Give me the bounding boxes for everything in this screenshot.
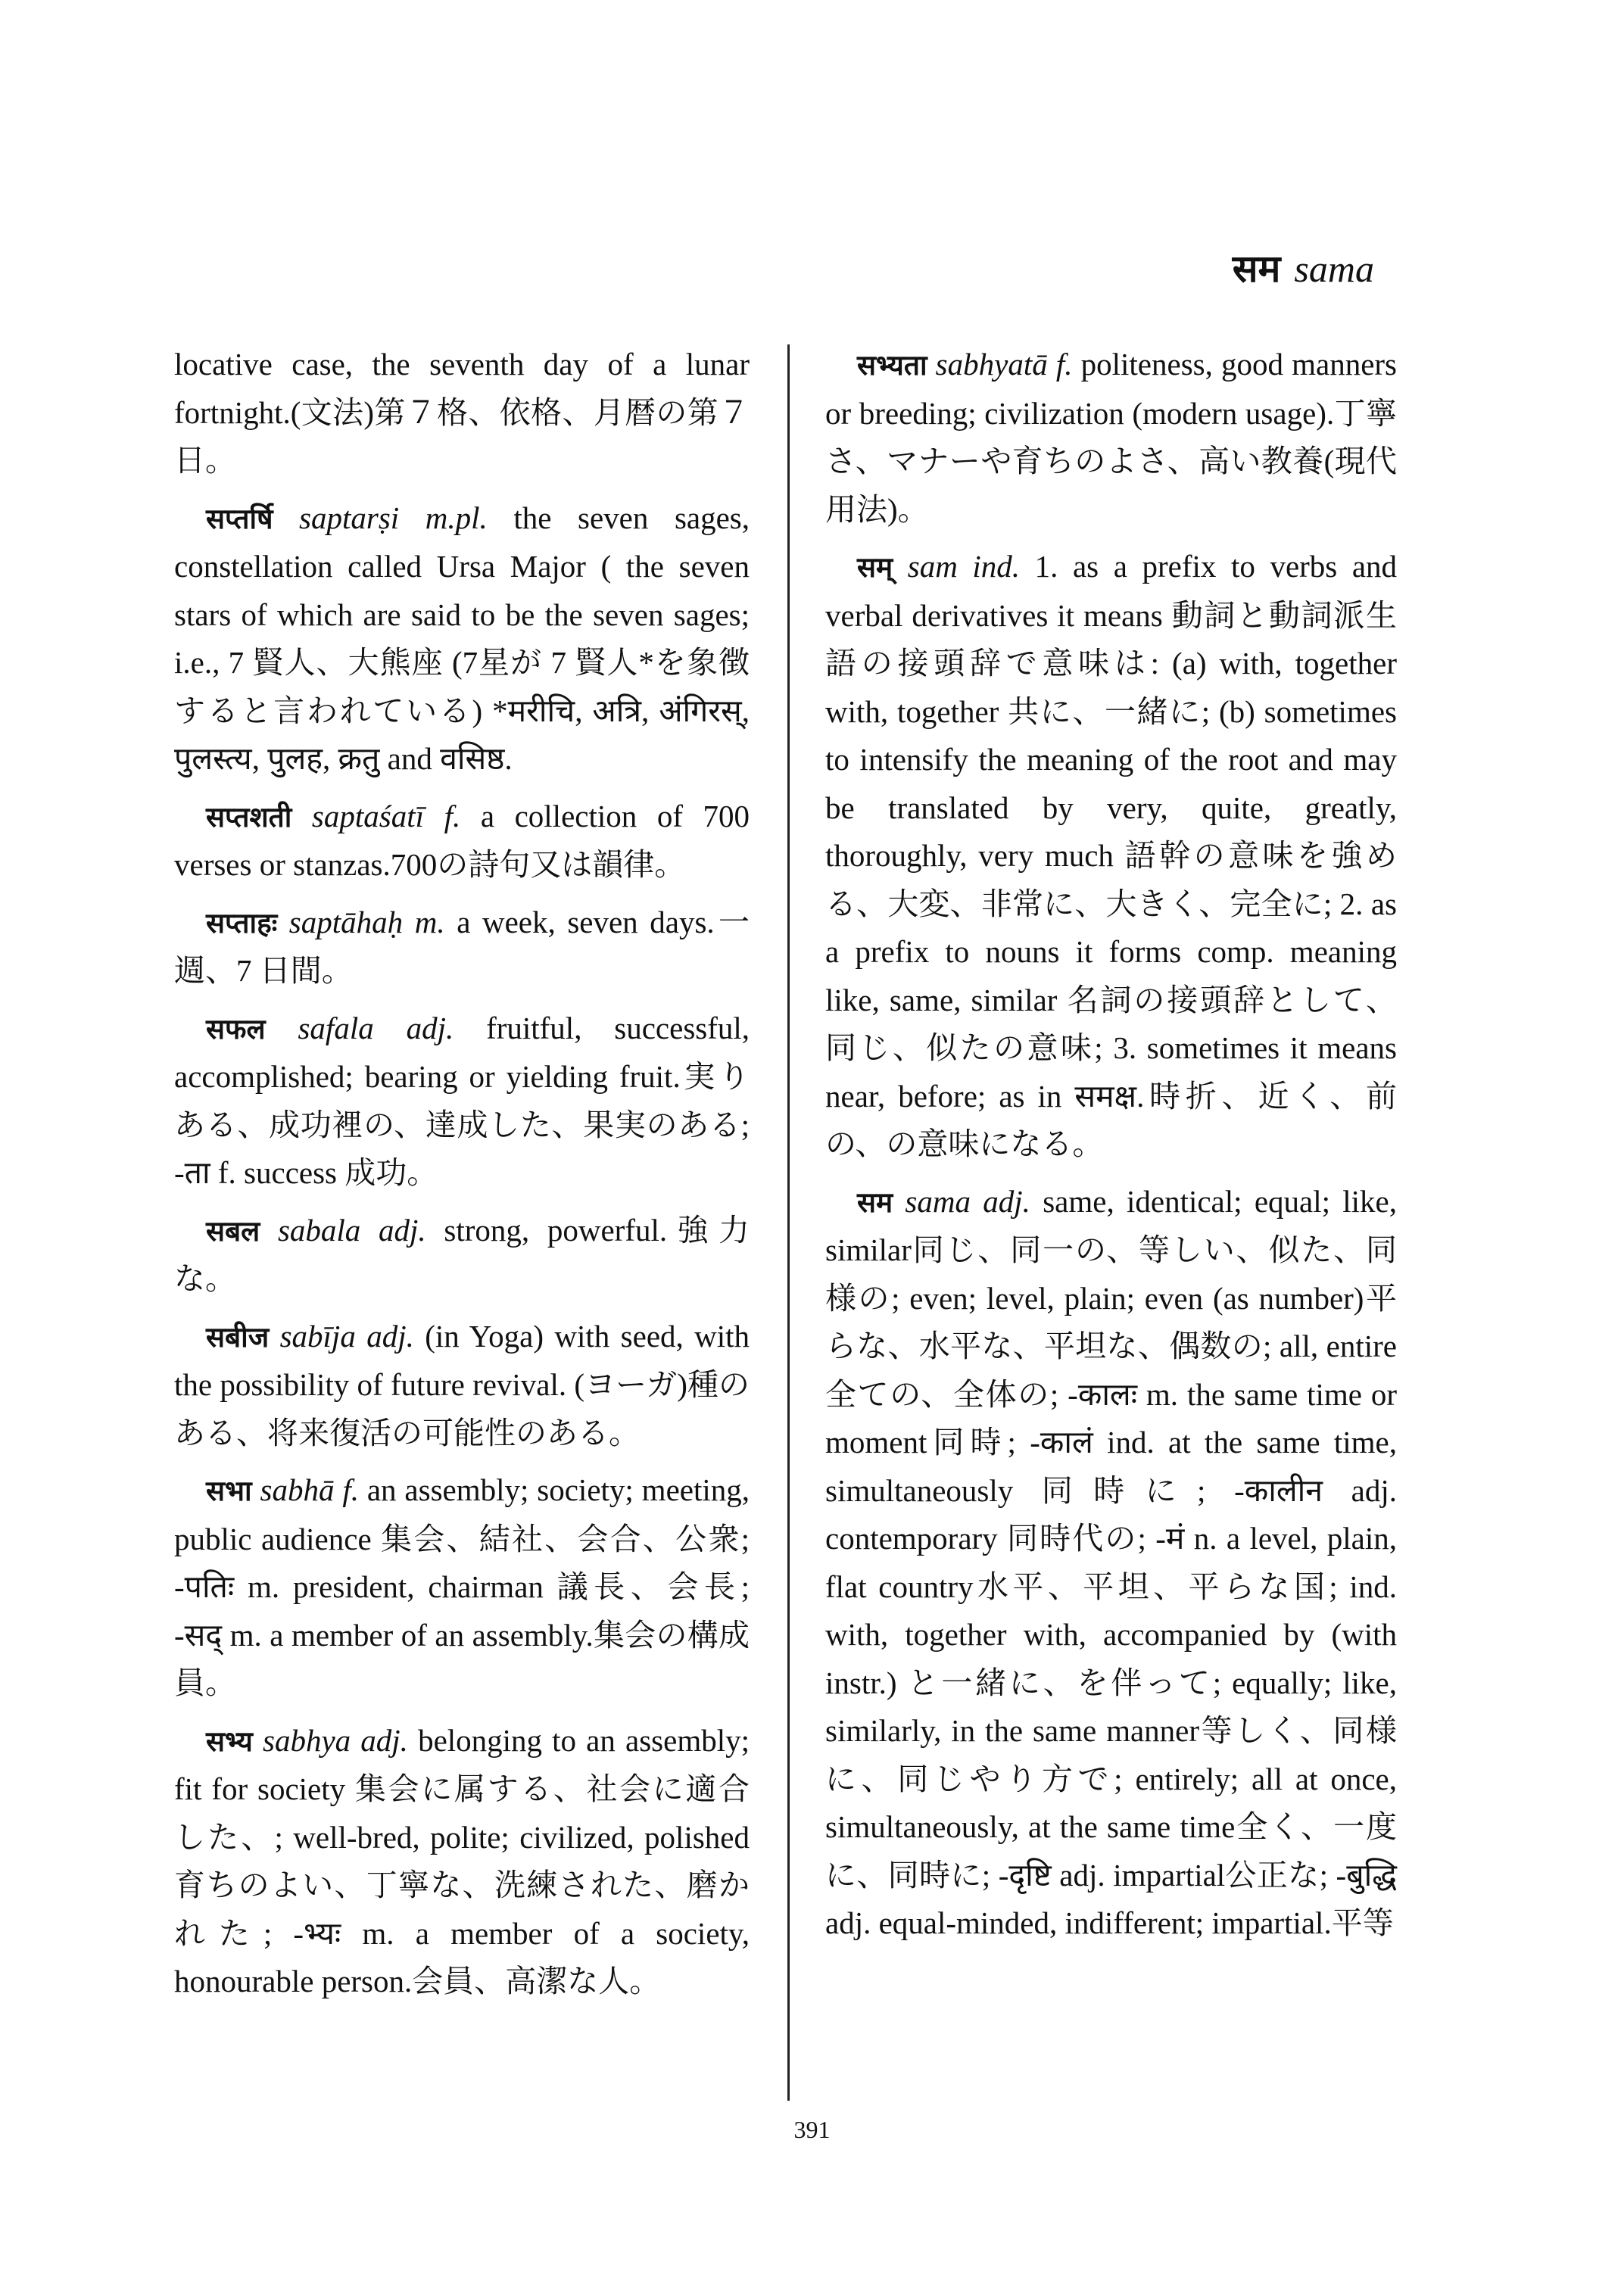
entry-grammar: adj.	[406, 1010, 454, 1045]
entry-definition: an assembly; society; meeting, public audience 集会、結社、会合、公衆; -पतिः m. president, chairman 議長、会長; -सद् m. a member of an assembly.集会の構成員。	[174, 1472, 750, 1700]
entry-definition: belonging to an assembly; fit for society 集会に属する、社会に適合した、; well-bred, polite; civilized, polished 育ちのよい、丁寧な、洗練された、磨かれた; -भ्यः m. a member of a society, honourable person.会員、高潔な人。	[174, 1722, 750, 1999]
entry-definition: same, identical; equal; like, similar同じ、同一の、等しい、似た、同様の; even; level, plain; even (as number)平らな、水平な、平坦な、偶数の; all, entire全ての、全体の; -कालः m. the same time or moment同時; -कालं ind. at the same time, simultaneously 同時に; -कालीन adj. contemporary 同時代の; -मं n. a level, plain, flat country水平、平坦、平らな国; ind. with, together with, accompanied by (with instr.) と一緒に、を伴って; equally; like, similarly, in the same manner等しく、同様に、同じやり方で; entirely; all at once, simultaneously, at the same time全く、一度に、同時に; -दृष्टि adj. impartial公正な; -बुद्धि adj. equal-minded, indifferent; impartial.平等	[825, 1183, 1398, 1940]
entry-headword: सप्तर्षि	[206, 502, 273, 535]
entry-definition: a collection of 700 verses or stanzas.700の詩句又は韻律。	[174, 798, 750, 882]
entry-grammar: f.	[444, 798, 461, 833]
dictionary-entry	[174, 1313, 750, 1458]
entry-transliteration: saptarṣi	[299, 500, 400, 535]
entry-headword: सभ्य	[206, 1724, 253, 1758]
entry-grammar: f.	[342, 1472, 359, 1507]
entry-headword: सफल	[206, 1012, 266, 1045]
entry-definition: politeness, good manners or breeding; civilization (modern usage).丁寧さ、マナーや育ちのよさ、高い教養(現代用法)。	[825, 347, 1397, 527]
dictionary-entry	[174, 1207, 750, 1304]
entry-transliteration: sabhya	[263, 1722, 351, 1758]
page-number: 391	[793, 2116, 831, 2143]
dictionary-entry	[174, 341, 750, 485]
entry-transliteration: sabhā	[260, 1472, 335, 1507]
entry-definition: 1. as a prefix to verbs and verbal derivatives it means 動詞と動詞派生語の接頭辞で意味は: (a) with, together with, together 共に、一緒に; (b) sometimes to intensify the meaning of the root and may be translated by very, quite, greatly, thoroughly, very much 語幹の意味を強める、大変、非常に、大きく、完全に; 2. as a prefix to nouns it forms comp. meaning like, same, similar 名詞の接頭辞として、同じ、似たの意味; 3. sometimes it means near, before; as in समक्ष.時折、近く、前の、の意味になる。	[825, 549, 1398, 1161]
running-head-devanagari: सम	[1232, 246, 1281, 291]
entry-definition: locative case, the seventh day of a lunar fortnight.(文法)第７格、依格、月暦の第７日。	[174, 347, 750, 478]
entry-transliteration: sabhyatā	[935, 347, 1048, 382]
entry-transliteration: saptāhaḥ	[288, 904, 404, 939]
entry-headword: सप्तशती	[206, 800, 292, 833]
entry-transliteration: sabīja	[279, 1318, 356, 1354]
entry-definition: (in Yoga) with seed, with the possibility of future revival. (ヨーガ)種のある、将来復活の可能性のある。	[174, 1318, 750, 1450]
dictionary-entry	[174, 1717, 750, 2006]
entry-transliteration: sam	[907, 549, 958, 584]
dictionary-entry	[174, 1005, 750, 1198]
entry-headword: सप्ताहः	[206, 906, 278, 939]
dictionary-entry	[825, 1178, 1397, 1948]
entry-transliteration: saptaśatī	[311, 798, 425, 833]
entry-headword: सबीज	[206, 1320, 270, 1354]
running-head-transliteration: sama	[1294, 248, 1374, 290]
dictionary-entry	[174, 494, 750, 784]
right-column	[825, 341, 1397, 1957]
running-head	[1232, 246, 1374, 291]
dictionary-entry	[174, 1466, 750, 1708]
entry-transliteration: sabala	[277, 1212, 361, 1248]
left-column	[174, 341, 750, 2015]
entry-definition: the seven sages, constellation called Ursa Major ( the seven stars of which are said to be the seven sages; i.e., 7 賢人、大熊座 (7星が 7 賢人*を象徴すると言われている) *मरीचि, अत्रि, अंगिरस्, पुलस्त्य, पुलह, क्रतु and वसिष्ठ.	[174, 500, 750, 776]
entry-transliteration: sama	[905, 1183, 971, 1219]
entry-definition: fruitful, successful, accomplished; bearing or yielding fruit.実りある、成功裡の、達成した、果実のある; -ता f. success 成功。	[174, 1010, 750, 1190]
entry-grammar: m.	[414, 904, 445, 939]
entry-grammar: ind.	[972, 549, 1021, 584]
entry-grammar: f.	[1055, 347, 1073, 382]
dictionary-entry	[825, 341, 1397, 534]
entry-definition: a week, seven days.一週、7 日間。	[174, 904, 750, 988]
column-divider	[787, 344, 790, 2101]
dictionary-entry	[825, 543, 1397, 1169]
entry-headword: सभ्यता	[857, 349, 927, 382]
entry-grammar: adj.	[983, 1183, 1030, 1219]
entry-headword: सम	[857, 1185, 893, 1219]
entry-definition: strong, powerful.強力な。	[174, 1212, 750, 1296]
entry-grammar: adj.	[379, 1212, 426, 1248]
dictionary-entry	[174, 793, 750, 889]
entry-headword: सम्	[857, 551, 893, 584]
dictionary-entry	[174, 899, 750, 995]
entry-grammar: adj.	[366, 1318, 414, 1354]
entry-headword: सबल	[206, 1214, 260, 1248]
entry-grammar: m.pl.	[425, 500, 488, 535]
entry-grammar: adj.	[360, 1722, 408, 1758]
entry-headword: सभा	[206, 1475, 252, 1507]
entry-transliteration: safala	[298, 1010, 374, 1045]
